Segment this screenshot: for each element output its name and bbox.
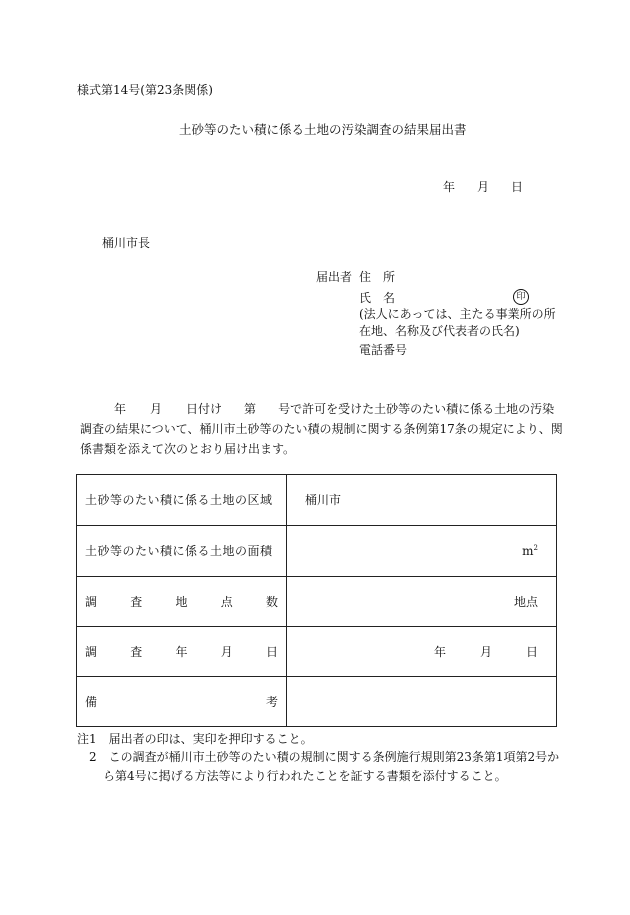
body-line1-rest: 号で許可を受けた土砂等のたい積に係る土地の汚染 bbox=[278, 402, 555, 416]
body-line-3: 係書類を添えて次のとおり届け出ます。 bbox=[80, 442, 296, 456]
size-label-cell bbox=[77, 526, 287, 576]
points-label-char: 地 bbox=[175, 594, 188, 609]
table-row-area bbox=[77, 475, 556, 526]
area-value-cell bbox=[287, 475, 556, 525]
remarks-value-cell bbox=[287, 677, 556, 727]
survey-year: 年 bbox=[433, 644, 446, 659]
points-label-char: 点 bbox=[220, 594, 233, 609]
size-unit-base: m bbox=[522, 544, 534, 558]
date-label-char: 年 bbox=[175, 644, 188, 659]
date-label-char: 査 bbox=[130, 644, 143, 659]
area-label: 土砂等のたい積に係る土地の区域 bbox=[85, 493, 273, 507]
points-label-char: 査 bbox=[130, 594, 143, 609]
remarks-label-char: 考 bbox=[265, 695, 278, 709]
date-value-cell bbox=[287, 627, 556, 676]
table-row-size bbox=[77, 526, 556, 577]
date-label-cell bbox=[77, 627, 287, 676]
applicant-label: 届出者 bbox=[316, 270, 353, 284]
size-value-cell bbox=[287, 526, 556, 576]
points-label-char: 数 bbox=[265, 594, 278, 609]
size-label: 土砂等のたい積に係る土地の面積 bbox=[85, 544, 273, 558]
body-line-2: 調査の結果について、桶川市土砂等のたい積の規制に関する条例第17条の規定により、関 bbox=[80, 422, 563, 436]
note-2-line2: ら第4号に掲げる方法等により行われたことを証する書類を添付すること。 bbox=[103, 769, 507, 783]
remarks-label bbox=[85, 696, 278, 708]
note-1: 注1 届出者の印は、実印を押印すること。 bbox=[77, 732, 313, 746]
points-label-cell bbox=[77, 577, 287, 626]
corporate-note-line2: 在地、名称及び代表者の氏名) bbox=[359, 324, 520, 338]
size-unit-exponent: 2 bbox=[533, 544, 538, 552]
remarks-label-char: 備 bbox=[85, 695, 98, 709]
survey-date-label bbox=[85, 646, 278, 658]
name-label: 氏 名 bbox=[359, 291, 396, 305]
submission-date bbox=[443, 181, 523, 193]
body-number-prefix: 第 bbox=[244, 402, 257, 416]
seal-mark: 印 bbox=[513, 289, 529, 305]
size-unit bbox=[522, 545, 538, 557]
date-label-char: 調 bbox=[85, 644, 98, 659]
date-year: 年 bbox=[443, 180, 456, 194]
points-label-char: 調 bbox=[85, 594, 98, 609]
area-value: 桶川市 bbox=[305, 493, 342, 507]
corporate-note-line1: (法人にあっては、主たる事業所の所 bbox=[359, 307, 556, 321]
survey-day: 日 bbox=[525, 644, 538, 659]
table-row-date bbox=[77, 627, 556, 677]
table-row-remarks bbox=[77, 677, 556, 727]
addressee: 桶川市長 bbox=[102, 236, 151, 250]
form-number: 様式第14号(第23条関係) bbox=[77, 83, 213, 97]
date-label-char: 日 bbox=[265, 644, 278, 659]
phone-label: 電話番号 bbox=[359, 343, 408, 357]
survey-date-value bbox=[434, 646, 538, 658]
points-label bbox=[85, 596, 278, 608]
remarks-label-cell bbox=[77, 677, 287, 727]
body-dated: 日付け bbox=[186, 402, 223, 416]
table-row-points bbox=[77, 577, 556, 627]
date-day: 日 bbox=[511, 180, 524, 194]
date-month: 月 bbox=[477, 180, 490, 194]
area-label-cell bbox=[77, 475, 287, 525]
survey-month: 月 bbox=[479, 644, 492, 659]
address-label: 住 所 bbox=[359, 270, 396, 284]
body-month: 月 bbox=[150, 402, 163, 416]
report-table bbox=[76, 474, 557, 727]
note-2-line1: 2 この調査が桶川市土砂等のたい積の規制に関する条例施行規則第23条第1項第2号か bbox=[89, 750, 560, 764]
body-line-1 bbox=[80, 403, 554, 415]
date-label-char: 月 bbox=[220, 644, 233, 659]
document-title: 土砂等のたい積に係る土地の汚染調査の結果届出書 bbox=[179, 122, 467, 137]
points-unit: 地点 bbox=[513, 594, 538, 609]
points-value-cell bbox=[287, 577, 556, 626]
body-year: 年 bbox=[114, 402, 127, 416]
